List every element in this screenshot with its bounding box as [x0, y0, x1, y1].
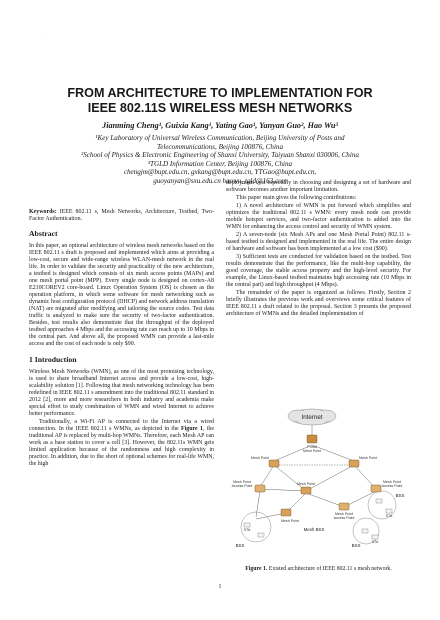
right-paragraph-1: deployment cost especially in choosing and designing a set of hardware and software becomes another important limitation.: [226, 180, 411, 194]
email-line: chengjm@bupt.edu.cn, gxkang@bupt.edu.cn, YTGao@bupt.edu.cn,: [123, 168, 317, 177]
bss-label: BSS: [235, 543, 245, 548]
portal-mesh-point-label: Mesh Point: [303, 449, 321, 453]
title-line-1: FROM ARCHITECTURE TO IMPLEMENTATION FOR: [67, 86, 373, 100]
intro-paragraph-2: [29, 419, 214, 468]
contribution-2: 2) A seven-node (six Mesh APs and one Mesh Portal Point) 802.11 s-based testbed is designed and implemented in the real life. The entire design of hardware and software has been implemented at a low cost ($90).: [226, 232, 411, 253]
mesh-point-node-icon: [281, 509, 299, 523]
keywords: [29, 209, 214, 223]
page-number: 1: [218, 584, 222, 590]
contribution-3: 3) Sufficient tests are conducted for validation based on the testbed. Test results demonstrate that the performance, like the multi-hop capability, the good coverage, the stable access property and the high-level security. For example, the Linux-based testbed maintains high accessing rate (10 Mbps in the central part) and high throughput (4 Mbps).: [226, 254, 411, 289]
right-column: [226, 180, 411, 319]
mesh-bss-label: Mesh BSS: [303, 527, 325, 532]
map-label: Mesh Point: [335, 512, 353, 516]
mesh-point-label: Mesh Point: [359, 456, 377, 460]
caption-text: Existed architecture of IEEE 802.11 s mesh network.: [267, 565, 392, 572]
left-column: [29, 209, 214, 469]
internet-label: Internet: [301, 414, 323, 421]
affiliation-line: ¹Key Laboratory of Universal Wireless Communication, Beijing University of Posts and: [95, 134, 345, 142]
bss-label: BSS: [395, 493, 405, 498]
intro-p2-rest: , the traditional AP is replaced by multi-hop WMNs. Therefore, each Mesh AP can work as a base station to cover a cell [3]. However, the 802.11s WMN gets limited application because of the randomness and high complexity in practice. In addition, due to the short of optional schemes for real-life WMN, the high: [29, 426, 214, 468]
station-icons: [244, 499, 392, 539]
bss-label: BSS: [351, 543, 361, 548]
mesh-access-point-icon: [371, 480, 402, 492]
intro-p2-start: Traditionally, a Wi-Fi AP is connected to the Internet via a wired connection. In the IEEE 802.11 s WMNs, as depicted in the: [29, 419, 214, 433]
background-watermark: ·: [38, 29, 46, 43]
mesh-point-node-icon: [251, 456, 279, 467]
portal-label: Portal: [307, 445, 317, 449]
mesh-point-label: Mesh Point: [251, 456, 269, 460]
sta-label: STA: [243, 528, 251, 532]
figure-1-mesh-architecture: [226, 405, 411, 555]
internet-cloud-icon: [288, 409, 336, 425]
mesh-point-label: Mesh Point: [281, 519, 299, 523]
mesh-network-diagram: [226, 405, 411, 555]
figure-1-caption: [226, 566, 411, 573]
mesh-point-node-icon: [297, 482, 315, 494]
portal-node-icon: [303, 435, 321, 453]
map-label-sub: Access Point: [231, 484, 253, 488]
map-label-sub: Access Point: [381, 484, 403, 488]
right-paragraph-6: The remainder of the paper is organized as follows. Firstly, Section 2 briefly illustrates the previous work and overviews some critical features of IEEE 802.11 s draft related to the proposal. Section 3 presents the proposed architecture of WMNs and the detailed implementation of: [226, 290, 411, 318]
introduction-heading: 1 Introduction: [29, 355, 77, 365]
map-label-sub: Access Point: [333, 516, 355, 520]
affiliation-line: ²School of Physics & Electronic Engineering of Shanxi University, Taiyuan Shanxi 030006, China: [81, 151, 359, 160]
author-list: Jianming Cheng¹, Guixia Kang¹, Yating Gao¹, Yanyan Guo², Hao Wu³: [102, 121, 338, 130]
sta-label: STA: [385, 514, 393, 518]
contribution-1: 1) A novel architecture of WMN is put forward which simplifies and optimizes the traditional 802.11 s WMN: every mesh node can provide mobile hotspot services, and two-factor authentication is added into the WMN for enhancing the access control and security of WMN system.: [226, 203, 411, 231]
abstract-heading: Abstract: [29, 229, 58, 239]
sta-label: STA: [371, 540, 379, 544]
figure-ref: Figure 1: [180, 426, 203, 433]
email-line: guoyanyan@sxu.edu.cn haowu_tgld@163.com: [153, 176, 287, 185]
affiliation-line: ³TGLD Information Center, Beijing 100876, China: [147, 159, 293, 168]
keywords-label: Keywords:: [29, 209, 57, 215]
map-label: Mesh Point: [233, 480, 251, 484]
paper-title: [20, 86, 420, 115]
mesh-access-point-icon: [334, 503, 355, 520]
map-label: Mesh Point: [383, 480, 401, 484]
right-paragraph-2: This paper main gives the following contributions:: [236, 195, 357, 202]
affiliations: [20, 134, 420, 186]
abstract-text: In this paper, an optional architecture of wireless mesh networks based on the IEEE 802.11 s draft is proposed and implemented which aims at providing a low-cost, secure and wide-range wireless WLAN-mesh network in the real life. In order to validate the security and practicality of the new architecture, a testbed is designed which consists of six mesh access points (MAPs) and one mesh portal point (MPP). Every single node is designed on cortex-A8 E210COREV2 core-board. Linux Operation System (OS) is chosen as the operation platform, in which some software for mesh networking such as dynamic host configuration protocol (DHCP) and network address translation (NAT) are migrated after modifying and tailoring the source codes. Test data traffic is analyzed to make sure the security of two-factor authentication. Besides, test results also demonstrate that the throughput of the deployed testbed approaches 4 Mbps and the accessing rate can reach up to 10 Mbps in the central part. And above all, the proposed WMN can provide a last-mile access and the cost of each node is only $90.: [29, 243, 214, 348]
caption-label: Figure 1.: [245, 565, 268, 572]
mesh-point-label: Mesh Point: [297, 482, 315, 486]
intro-paragraph-1: Wireless Mesh Networks (WMN), as one of the most promising technology, is used to share broadband Internet access and provide a low-cost, high-scalability solution [1]. Following that mesh networking technology has been redefined in IEEE 802.11 s amendment into the traditional 802.11 standard in 2012 [2], more and more researchers in both industry and academia make special effort to study combination of WMN and wired Internet to achieve better performance.: [29, 369, 214, 418]
affiliation-line: Telecommunications, Beijing 100876, China: [156, 142, 284, 151]
mesh-access-point-icon: [232, 480, 265, 492]
title-line-2: IEEE 802.11S WIRELESS MESH NETWORKS: [87, 100, 353, 115]
mesh-point-node-icon: [349, 456, 377, 467]
keywords-text: IEEE 802.11 s, Mesh Networks, Architecture, Testbed, Two-Factor Authentication.: [29, 209, 214, 223]
